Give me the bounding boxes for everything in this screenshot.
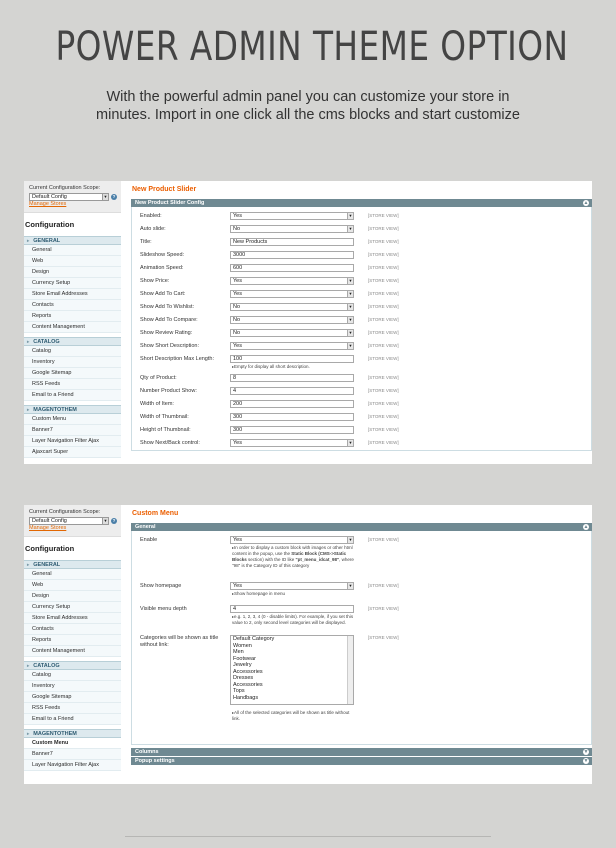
scope-select[interactable] xyxy=(29,517,109,525)
sidebar-item[interactable]: Catalog xyxy=(24,670,121,681)
category-option[interactable]: Accessories xyxy=(233,668,263,675)
config-row xyxy=(132,236,591,249)
field-input[interactable] xyxy=(230,355,354,363)
scope-value: Default Config xyxy=(32,518,67,524)
field-label: Show Price: xyxy=(140,278,170,284)
category-option[interactable]: Default Category xyxy=(233,636,275,642)
config-row xyxy=(132,249,591,262)
scope-tag: [STORE VIEW] xyxy=(368,375,399,380)
sidebar-item[interactable]: Inventory xyxy=(24,681,121,692)
sidebar-item[interactable]: Contacts xyxy=(24,624,121,635)
nav-section-label: CATALOG xyxy=(33,663,60,669)
field-select[interactable] xyxy=(230,342,354,350)
note-text-4: "pt_menu_idcat_98" xyxy=(295,557,340,562)
sidebar-item[interactable]: Content Management xyxy=(24,322,121,333)
field-input[interactable] xyxy=(230,238,354,246)
configuration-heading: Configuration xyxy=(25,544,75,553)
field-value: New Products xyxy=(233,239,268,245)
sidebar-item[interactable]: Currency Setup xyxy=(24,602,121,613)
nav-section-label: MAGENTOTHEM xyxy=(33,731,77,737)
chevron-down-icon: ▼ xyxy=(348,278,353,283)
help-icon[interactable]: ? xyxy=(112,518,116,523)
scope-tag: [STORE VIEW] xyxy=(368,304,399,309)
field-input[interactable] xyxy=(230,264,354,272)
field-label: Show Add To Wishlist: xyxy=(140,304,195,310)
field-label: Categories will be shown as title without link: xyxy=(140,635,219,648)
config-row xyxy=(132,301,591,314)
chevron-right-icon: ▸ xyxy=(27,407,30,412)
nav-section-catalog[interactable] xyxy=(24,661,121,670)
config-main xyxy=(131,505,592,784)
field-input[interactable] xyxy=(230,374,354,382)
note-text-5: , where "98" is the Category ID of this category xyxy=(232,557,354,568)
category-option[interactable]: Dresses xyxy=(233,675,254,681)
scope-tag: [STORE VIEW] xyxy=(368,252,399,257)
nav-section-magentothem[interactable] xyxy=(24,405,121,414)
scope-tag: [STORE VIEW] xyxy=(368,330,399,335)
field-input[interactable] xyxy=(230,251,354,259)
configuration-heading: Configuration xyxy=(25,220,75,229)
category-option[interactable]: Women xyxy=(233,642,252,649)
config-row xyxy=(132,437,591,450)
chevron-down-icon: ▼ xyxy=(348,537,353,542)
field-label: Title: xyxy=(140,239,152,245)
chevron-down-icon: ▼ xyxy=(348,440,353,445)
scope-label: Current Configuration Scope: xyxy=(29,509,101,515)
chevron-down-icon: ▼ xyxy=(348,304,353,309)
page-title: Custom Menu xyxy=(132,510,179,517)
config-row xyxy=(132,262,591,275)
field-label: Width of Thumbnail: xyxy=(140,414,189,420)
chevron-down-icon: ▼ xyxy=(348,291,353,296)
config-row xyxy=(132,223,591,236)
field-enable xyxy=(132,534,591,547)
field-select[interactable] xyxy=(230,316,354,324)
field-show-homepage xyxy=(132,580,591,593)
config-sidebar xyxy=(24,505,121,784)
field-note: ▸ All of the selected categories will be shown as title without link. xyxy=(132,710,358,722)
chevron-down-icon: ▼ xyxy=(348,330,353,335)
field-value: Yes xyxy=(233,583,242,589)
scope-tag: [STORE VIEW] xyxy=(368,414,399,419)
field-label: Width of Item: xyxy=(140,401,174,407)
field-value: 8 xyxy=(233,375,237,381)
field-label: Height of Thumbnail: xyxy=(140,427,191,433)
manage-stores-link[interactable]: Manage Stores xyxy=(29,201,67,207)
scope-tag: [STORE VIEW] xyxy=(368,356,399,361)
field-value: 200 xyxy=(233,401,243,407)
sidebar-item[interactable]: RSS Feeds xyxy=(24,379,121,390)
sidebar-item[interactable]: Custom Menu xyxy=(24,414,121,425)
manage-stores-link[interactable]: Manage Stores xyxy=(29,525,67,531)
field-value: 100 xyxy=(233,356,243,362)
sidebar-item[interactable]: General xyxy=(24,245,121,256)
sidebar-item[interactable]: Store Email Addresses xyxy=(24,613,121,624)
config-row xyxy=(132,353,591,366)
chevron-down-icon: ▼ xyxy=(103,194,108,199)
sidebar-item[interactable]: Email to a Friend xyxy=(24,714,121,725)
category-option[interactable]: Handbags xyxy=(233,694,259,701)
expand-icon[interactable]: ▼ xyxy=(583,749,589,755)
help-icon[interactable]: ? xyxy=(112,194,116,199)
scope-tag: [STORE VIEW] xyxy=(368,317,399,322)
scope-tag: [STORE VIEW] xyxy=(368,265,399,270)
field-label: Show Short Description: xyxy=(140,343,199,349)
expand-icon[interactable]: ▼ xyxy=(583,758,589,764)
field-value: Yes xyxy=(233,278,242,284)
field-label: Show Add To Cart: xyxy=(140,291,186,297)
group-header[interactable] xyxy=(131,523,592,531)
sidebar-item[interactable]: Currency Setup xyxy=(24,278,121,289)
group-header-columns[interactable] xyxy=(131,748,592,756)
field-label: Qty of Product: xyxy=(140,375,177,381)
field-label: Visible menu depth xyxy=(140,606,187,612)
note-text-2: Static Block (CMS->Static Blocks xyxy=(232,551,347,562)
field-select[interactable] xyxy=(230,290,354,298)
sidebar-item[interactable]: RSS Feeds xyxy=(24,703,121,714)
nav-section-label: GENERAL xyxy=(33,562,61,568)
category-option[interactable]: Men xyxy=(233,649,244,655)
scope-value: Default Config xyxy=(32,194,67,200)
field-value: Yes xyxy=(233,291,242,297)
group-header-popup-settings[interactable] xyxy=(131,757,592,765)
categories-multiselect[interactable] xyxy=(230,635,354,705)
chevron-right-icon: ▸ xyxy=(27,238,30,243)
field-note: ▸ Empty for display all short description. xyxy=(132,364,358,370)
scope-tag: [STORE VIEW] xyxy=(368,388,399,393)
scope-tag: [STORE VIEW] xyxy=(368,401,399,406)
sidebar-item[interactable]: Store Email Addresses xyxy=(24,289,121,300)
field-select[interactable] xyxy=(230,439,354,447)
field-value: Yes xyxy=(233,440,242,446)
sidebar-item[interactable]: Custom Menu xyxy=(24,738,121,749)
nav-section-catalog[interactable] xyxy=(24,337,121,346)
field-select[interactable] xyxy=(230,212,354,220)
chevron-right-icon: ▸ xyxy=(27,339,30,344)
field-label: Auto slide: xyxy=(140,226,166,232)
field-value: Yes xyxy=(233,537,242,543)
config-row xyxy=(132,340,591,353)
config-row xyxy=(132,385,591,398)
collapse-icon[interactable]: ▲ xyxy=(583,200,589,206)
headline: POWER ADMIN THEME OPTION xyxy=(55,24,569,70)
chevron-right-icon: ▸ xyxy=(27,663,30,668)
nav-section-magentothem[interactable] xyxy=(24,729,121,738)
scope-switcher xyxy=(24,505,121,537)
admin-screenshot-product-slider xyxy=(24,181,592,464)
sidebar-item[interactable]: Web xyxy=(24,580,121,591)
scope-tag: [STORE VIEW] xyxy=(368,343,399,348)
sidebar-item[interactable]: Inventory xyxy=(24,357,121,368)
config-row xyxy=(132,424,591,437)
nav-section-label: MAGENTOTHEM xyxy=(33,407,77,413)
config-row xyxy=(132,210,591,223)
config-row xyxy=(132,372,591,385)
field-label: Animation Speed: xyxy=(140,265,184,271)
collapse-icon[interactable]: ▲ xyxy=(583,524,589,530)
scope-tag: [STORE VIEW] xyxy=(368,606,399,611)
subline: With the powerful admin panel you can customize your store in minutes. Import in one click all the cms blocks and start customize xyxy=(96,89,520,123)
scope-select[interactable] xyxy=(29,193,109,201)
scope-tag: [STORE VIEW] xyxy=(368,226,399,231)
sidebar-item[interactable]: Banner7 xyxy=(24,749,121,760)
chevron-right-icon: ▸ xyxy=(27,731,30,736)
config-row xyxy=(132,411,591,424)
field-input[interactable]: 4 xyxy=(230,605,354,613)
config-fieldset xyxy=(131,207,592,451)
field-value: No xyxy=(233,330,241,336)
field-value: 300 xyxy=(233,427,243,433)
scope-tag: [STORE VIEW] xyxy=(368,440,399,445)
field-label: Short Description Max Length: xyxy=(140,356,214,362)
group-title: Columns xyxy=(135,749,159,755)
field-value: No xyxy=(233,317,241,323)
sidebar-item[interactable]: Catalog xyxy=(24,346,121,357)
config-nav xyxy=(24,560,121,771)
admin-screenshot-custom-menu xyxy=(24,505,592,784)
sidebar-item[interactable]: Layer Navigation Filter Ajax xyxy=(24,436,121,447)
field-value: Yes xyxy=(233,213,242,219)
field-input[interactable] xyxy=(230,413,354,421)
group-title: General xyxy=(135,524,156,530)
category-option[interactable]: Footwear xyxy=(233,655,256,662)
chevron-down-icon: ▼ xyxy=(348,317,353,322)
sidebar-item[interactable]: Web xyxy=(24,256,121,267)
chevron-down-icon: ▼ xyxy=(348,226,353,231)
field-label: Show Review Rating: xyxy=(140,330,193,336)
note-text-3: section) with the ID like xyxy=(246,557,296,562)
field-label: Enabled: xyxy=(140,213,162,219)
field-select[interactable] xyxy=(230,329,354,337)
category-option[interactable]: Tops xyxy=(233,688,245,694)
field-note: ▸ Show homepage in menu xyxy=(132,591,358,597)
field-input[interactable] xyxy=(230,387,354,395)
nav-section-general[interactable] xyxy=(24,236,121,245)
config-nav xyxy=(24,236,121,458)
sidebar-item[interactable]: Content Management xyxy=(24,646,121,657)
field-note xyxy=(132,545,358,575)
field-menu-depth xyxy=(132,603,591,616)
chevron-down-icon: ▼ xyxy=(103,518,108,523)
field-input[interactable] xyxy=(230,426,354,434)
field-label: Show Next/Back control: xyxy=(140,440,200,446)
field-value: 3000 xyxy=(233,252,246,258)
scope-tag: [STORE VIEW] xyxy=(368,583,399,588)
divider xyxy=(125,836,491,837)
sidebar-item[interactable]: Contacts xyxy=(24,300,121,311)
field-categories xyxy=(132,632,591,710)
sidebar-item[interactable]: General xyxy=(24,569,121,580)
config-row xyxy=(132,398,591,411)
field-value: No xyxy=(233,304,241,310)
field-value: 600 xyxy=(233,265,243,271)
group-title: Popup settings xyxy=(135,758,175,764)
sidebar-item[interactable]: Ajaxcart Super xyxy=(24,447,121,458)
sidebar-item[interactable]: Google Sitemap xyxy=(24,368,121,379)
group-header[interactable] xyxy=(131,199,592,207)
config-row xyxy=(132,327,591,340)
chevron-right-icon: ▸ xyxy=(27,562,30,567)
field-select[interactable] xyxy=(230,536,354,544)
field-select[interactable] xyxy=(230,582,354,590)
nav-section-label: GENERAL xyxy=(33,238,61,244)
field-select[interactable] xyxy=(230,303,354,311)
field-label: Show homepage xyxy=(140,583,182,589)
field-note: ▸ e.g. 1, 2, 3, 4 (0 - disable limits). For example, if you set this value to 2, only second level categories will be displayed. xyxy=(132,614,358,626)
sidebar-item[interactable]: Design xyxy=(24,591,121,602)
sidebar-item[interactable]: Email to a Friend xyxy=(24,390,121,401)
config-sidebar xyxy=(24,181,121,464)
scope-switcher xyxy=(24,181,121,213)
scope-label: Current Configuration Scope: xyxy=(29,185,101,191)
scope-tag: [STORE VIEW] xyxy=(368,213,399,218)
sidebar-item[interactable]: Reports xyxy=(24,311,121,322)
scope-tag: [STORE VIEW] xyxy=(368,537,399,542)
page-title: New Product Slider xyxy=(132,186,197,193)
field-value: 300 xyxy=(233,414,243,420)
category-option[interactable]: Jewelry xyxy=(233,662,252,668)
chevron-down-icon: ▼ xyxy=(348,213,353,218)
chevron-down-icon: ▼ xyxy=(348,583,353,588)
chevron-down-icon: ▼ xyxy=(348,343,353,348)
nav-section-general[interactable] xyxy=(24,560,121,569)
note-text-1: ▸ In order to display a custom block with images or other html content in the popup, use the xyxy=(232,545,353,556)
sidebar-item[interactable]: Layer Navigation Filter Ajax xyxy=(24,760,121,771)
sidebar-item[interactable]: Reports xyxy=(24,635,121,646)
scope-tag: [STORE VIEW] xyxy=(368,427,399,432)
scrollbar[interactable] xyxy=(347,636,353,704)
config-row xyxy=(132,314,591,327)
field-label: Slideshow Speed: xyxy=(140,252,185,258)
field-value: No xyxy=(233,226,241,232)
config-main xyxy=(131,181,592,464)
sidebar-item[interactable]: Design xyxy=(24,267,121,278)
field-label: Number Product Show: xyxy=(140,388,197,394)
field-select[interactable] xyxy=(230,277,354,285)
field-value: Yes xyxy=(233,343,242,349)
scope-tag: [STORE VIEW] xyxy=(368,278,399,283)
sidebar-item[interactable]: Google Sitemap xyxy=(24,692,121,703)
field-value: 4 xyxy=(233,388,237,394)
field-select[interactable] xyxy=(230,225,354,233)
scope-tag: [STORE VIEW] xyxy=(368,635,399,640)
field-label: Show Add To Compare: xyxy=(140,317,198,323)
nav-section-label: CATALOG xyxy=(33,339,60,345)
field-label: Enable xyxy=(140,537,158,543)
category-option[interactable]: Accessories xyxy=(233,681,263,688)
sidebar-item[interactable]: Banner7 xyxy=(24,425,121,436)
config-row xyxy=(132,275,591,288)
config-row xyxy=(132,288,591,301)
field-input[interactable] xyxy=(230,400,354,408)
group-title: New Product Slider Config xyxy=(135,200,205,206)
config-fieldset xyxy=(131,531,592,745)
scope-tag: [STORE VIEW] xyxy=(368,239,399,244)
scope-tag: [STORE VIEW] xyxy=(368,291,399,296)
